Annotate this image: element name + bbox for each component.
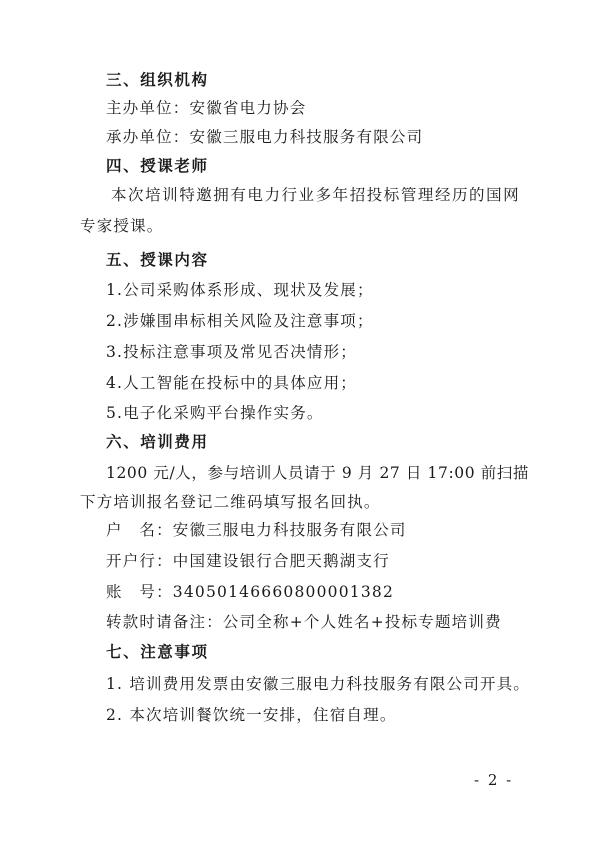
content-item: 2.涉嫌围串标相关风险及注意事项；: [106, 312, 374, 330]
section-heading-fee: 六、培训费用: [106, 433, 209, 451]
host-unit: 主办单位：安徽省电力协会: [106, 99, 307, 117]
section-heading-notes: 七、注意事项: [106, 643, 209, 661]
section-heading-teacher: 四、授课老师: [106, 157, 209, 175]
bank-name: 开户行：中国建设银行合肥天鹅湖支行: [106, 552, 390, 570]
teacher-paragraph-line-2: 专家授课。: [80, 217, 164, 235]
fee-paragraph-line-2: 下方培训报名登记二维码填写报名回执。: [80, 493, 381, 511]
organizer-unit: 承办单位：安徽三服电力科技服务有限公司: [106, 128, 424, 146]
content-item: 4.人工智能在投标中的具体应用；: [106, 374, 357, 392]
content-item: 5.电子化采购平台操作实务。: [106, 404, 324, 422]
fee-paragraph-line-1: 1200 元/人，参与培训人员请于 9 月 27 日 17:00 前扫描: [106, 464, 530, 482]
note-item: 2. 本次培训餐饮统一安排，住宿自理。: [106, 706, 397, 724]
account-name: 户 名：安徽三服电力科技服务有限公司: [106, 521, 407, 539]
content-item: 3.投标注意事项及常见否决情形；: [106, 343, 357, 361]
note-item: 1. 培训费用发票由安徽三服电力科技服务有限公司开具。: [106, 675, 531, 693]
transfer-remark: 转款时请备注：公司全称+个人姓名+投标专题培训费: [106, 613, 502, 631]
content-item: 1.公司采购体系形成、现状及发展；: [106, 281, 374, 299]
section-heading-content: 五、授课内容: [106, 251, 209, 269]
section-heading-organization: 三、组织机构: [106, 71, 209, 89]
account-number: 账 号：34050146660800001382: [106, 583, 395, 601]
teacher-paragraph-line-1: 本次培训特邀拥有电力行业多年招投标管理经历的国网: [111, 186, 521, 204]
page-number: - 2 -: [474, 771, 514, 789]
